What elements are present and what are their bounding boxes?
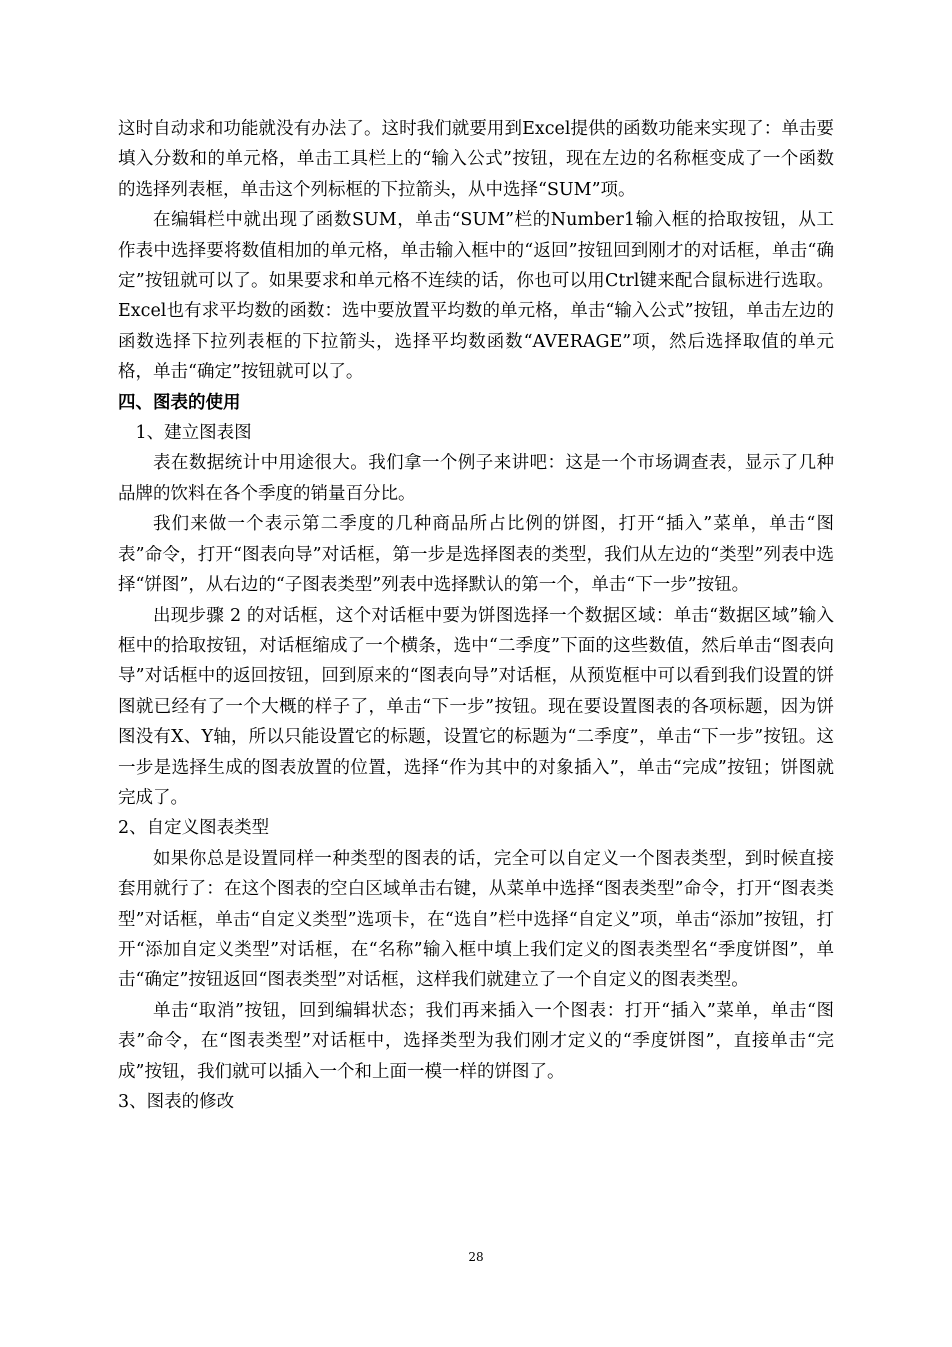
paragraph-insert-custom-chart: 单击“取消”按钮，回到编辑状态；我们再来插入一个图表：打开“插入”菜单，单击“图表”命令，在“图表类型”对话框中，选择类型为我们刚才定义的“季度饼图”，直接单击“完成”按钮，我们就可以插入一个和上面一模一样的饼图了。 bbox=[118, 1000, 834, 1082]
paragraph-sum-editing: 在编辑栏中就出现了函数SUM，单击“SUM”栏的Number1输入框的拾取按钮，从工作表中选择要将数值相加的单元格，单击输入框中的“返回”按钮回到刚才的对话框，单击“确定”按钮就可以了。如果要求和单元格不连续的话，你也可以用Ctrl键来配合鼠标进行选取。Excel也有求平均数的函数：选中要放置平均数的单元格，单击“输入公式”按钮，单击左边的函数选择下拉列表框的下拉箭头，选择平均数函数“AVERAGE”项，然后选择取值的单元格，单击“确定”按钮就可以了。 bbox=[118, 210, 834, 383]
paragraph-sum-function-intro: 这时自动求和功能就没有办法了。这时我们就要用到Excel提供的函数功能来实现了：单击要填入分数和的单元格，单击工具栏上的“输入公式”按钮，现在左边的名称框变成了一个函数的选择列表框，单击这个列标框的下拉箭头，从中选择“SUM”项。 bbox=[118, 119, 834, 200]
section-heading-charts: 四、图表的使用 bbox=[118, 392, 241, 413]
subheading-chart-modify: 3、图表的修改 bbox=[118, 1092, 235, 1112]
page-number: 28 bbox=[468, 1250, 484, 1264]
subheading-create-chart: 1、建立图表图 bbox=[135, 423, 252, 444]
paragraph-chart-wizard-step2: 出现步骤 2 的对话框，这个对话框中要为饼图选择一个数据区域：单击“数据区域”输入框中的拾取按钮，对话框缩成了一个横条，选中“二季度”下面的这些数值，然后单击“图表向导”对话框中的返回按钮，回到原来的“图表向导”对话框，从预览框中可以看到我们设置的饼图就已经有了一个大概的样子了，单击“下一步”按钮。现在要设置图表的各项标题，因为饼图没有X、Y轴，所以只能设置它的标题，设置它的标题为“二季度”，单击“下一步”按钮。这一步是选择生成的图表放置的位置，选择“作为其中的对象插入”，单击“完成”按钮；饼图就完成了。 bbox=[118, 605, 834, 808]
paragraph-chart-usage: 表在数据统计中用途很大。我们拿一个例子来讲吧：这是一个市场调查表，显示了几种品牌的饮料在各个季度的销量百分比。 bbox=[118, 453, 834, 504]
page-body bbox=[118, 114, 834, 1117]
subheading-custom-chart-type: 2、自定义图表类型 bbox=[118, 818, 270, 839]
paragraph-custom-type-steps: 如果你总是设置同样一种类型的图表的话，完全可以自定义一个图表类型，到时候直接套用就行了：在这个图表的空白区域单击右键，从菜单中选择“图表类型”命令，打开“图表类型”对话框，单击“自定义类型”选项卡，在“选自”栏中选择“自定义”项，单击“添加”按钮，打开“添加自定义类型”对话框，在“名称”输入框中填上我们定义的图表类型名“季度饼图”，单击“确定”按钮返回“图表类型”对话框，这样我们就建立了一个自定义的图表类型。 bbox=[118, 848, 834, 991]
paragraph-pie-chart-steps: 我们来做一个表示第二季度的几种商品所占比例的饼图，打开“插入”菜单，单击“图表”命令，打开“图表向导”对话框，第一步是选择图表的类型，我们从左边的“类型”列表中选择“饼图”，从右边的“子图表类型”列表中选择默认的第一个，单击“下一步”按钮。 bbox=[118, 514, 834, 596]
